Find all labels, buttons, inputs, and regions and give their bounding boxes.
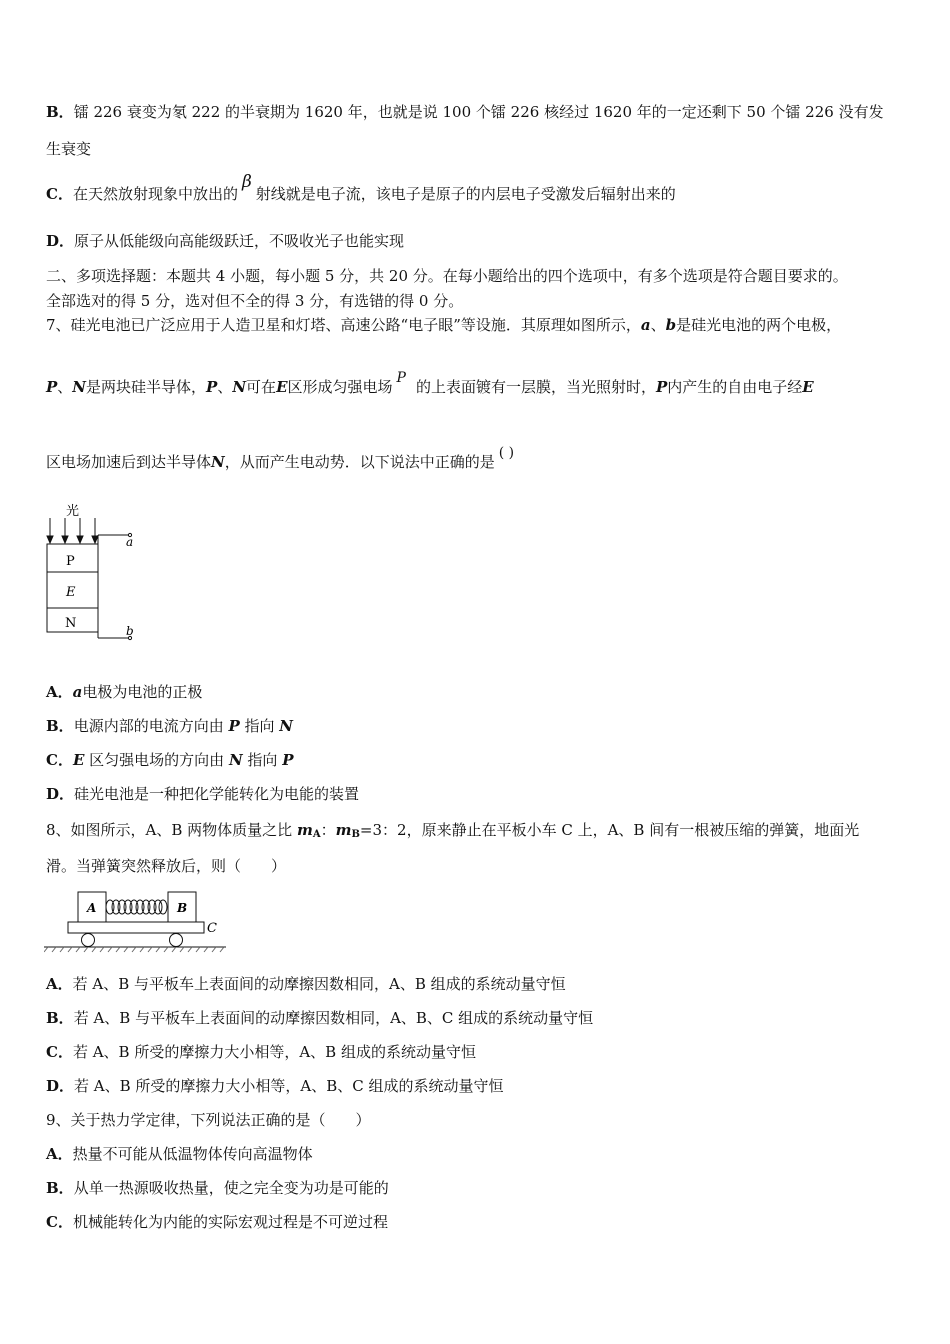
option-letter: B． <box>46 1009 74 1027</box>
ground-hatch <box>44 947 224 952</box>
option-text: 指向 <box>239 717 280 735</box>
electrode-b: b <box>665 316 677 334</box>
var-N: N <box>211 453 225 471</box>
q9-option-b <box>46 1178 389 1198</box>
var-N: N <box>228 751 243 769</box>
option-letter: D． <box>46 1077 75 1095</box>
var-N: N <box>72 378 87 396</box>
wheel <box>170 934 183 947</box>
option-letter: B． <box>46 717 74 735</box>
q7-option-a <box>46 682 202 702</box>
separator: 、 <box>217 378 233 396</box>
mass-B: m <box>335 821 352 839</box>
q9-option-c <box>46 1212 388 1232</box>
q7-text: 7、硅光电池已广泛应用于人造卫星和灯塔、高速公路“电子眼”等设施．其原理如图所示， <box>46 316 641 334</box>
block-B-label: B <box>177 901 188 915</box>
option-text: 生衰变 <box>46 140 92 158</box>
q9-stem: 9、关于热力学定律，下列说法正确的是（ ） <box>46 1111 371 1129</box>
q8-text: =3：2，原来静止在平板小车 C 上，A、B 间有一根被压缩的弹簧，地面光 <box>359 821 860 839</box>
mass-B-sub: B <box>351 829 360 840</box>
light-arrows <box>47 518 98 543</box>
var-P: P <box>206 378 218 396</box>
option-letter: B． <box>46 103 74 121</box>
silicon-cell-figure <box>40 498 150 648</box>
option-letter: C． <box>46 1213 73 1231</box>
wheel <box>82 934 95 947</box>
cart-figure <box>44 884 234 956</box>
layer-E-label: E <box>66 585 76 600</box>
option-text: 指向 <box>242 751 283 769</box>
option-text: 射线就是电子流，该电子是原子的内层电子受激发后辐射出来的 <box>255 185 676 203</box>
option-letter: C． <box>46 1043 73 1061</box>
option-text: 原子从低能级向高能级跃迁，不吸收光子也能实现 <box>74 232 405 250</box>
var-P: P <box>282 751 294 769</box>
option-text: 电源内部的电流方向由 <box>73 717 229 735</box>
var-N: N <box>232 378 247 396</box>
spring <box>106 900 167 914</box>
var-E: E <box>802 378 814 396</box>
option-letter: D． <box>46 232 75 250</box>
q8-option-c <box>46 1042 476 1062</box>
var-E: E <box>72 751 85 769</box>
q7-text: 的上表面镀有一层膜，当光照射时， <box>415 378 656 396</box>
block-A-label: A <box>87 901 97 915</box>
colon: ： <box>320 821 336 839</box>
q8-stem-line1 <box>46 820 859 845</box>
option-text: 在天然放射现象中放出的 <box>72 185 238 203</box>
q8-option-b <box>46 1008 593 1028</box>
q7-text: ，从而产生电动势．以下说法中正确的是 <box>224 453 495 471</box>
beta-symbol: β <box>241 172 252 192</box>
option-letter: D． <box>46 785 75 803</box>
var-E: E <box>276 378 288 396</box>
q6-option-b-line1 <box>46 102 884 122</box>
electrode-a: a <box>640 316 651 334</box>
answer-blank: ( ) <box>498 445 515 461</box>
option-text: 电极为电池的正极 <box>82 683 203 701</box>
option-text: 若 A、B 与平板车上表面间的动摩擦因数相同，A、B、C 组成的系统动量守恒 <box>73 1009 594 1027</box>
q8-stem-line2: 滑。当弹簧突然释放后，则（ ） <box>46 857 287 875</box>
var-a: a <box>72 683 83 701</box>
q7-text: 可在 <box>246 378 277 396</box>
q7-stem-line2 <box>46 370 814 398</box>
q7-option-c <box>46 750 293 770</box>
option-text: 若 A、B 所受的摩擦力大小相等，A、B 组成的系统动量守恒 <box>72 1043 476 1061</box>
option-letter: A． <box>46 683 73 701</box>
q6-option-b-line2 <box>46 139 91 159</box>
var-P: P <box>46 378 58 396</box>
option-text: 镭 226 衰变为氡 222 的半衰期为 1620 年，也就是说 100 个镭 226 核经过 1620 年的一定还剩下 50 个镭 226 没有发 <box>73 103 884 121</box>
mass-A-sub: A <box>312 829 321 840</box>
option-text: 机械能转化为内能的实际宏观过程是不可逆过程 <box>72 1213 388 1231</box>
q8-text: 8、如图所示，A、B 两物体质量之比 <box>46 821 297 839</box>
section2-line1: 二、多项选择题：本题共 4 小题，每小题 5 分，共 20 分。在每小题给出的四个选项中，有多个选项是符合题目要求的。 <box>46 267 848 285</box>
q7-option-b <box>46 716 293 736</box>
q7-stem-line1 <box>46 315 841 335</box>
q9-option-a <box>46 1144 313 1164</box>
q7-text: 是硅光电池的两个电极， <box>676 316 842 334</box>
var-P: P <box>228 717 240 735</box>
layer-P-label: P <box>66 554 75 569</box>
option-letter: A． <box>46 1145 73 1163</box>
option-text: 区匀强电场的方向由 <box>84 751 229 769</box>
option-text: 热量不可能从低温物体传向高温物体 <box>72 1145 313 1163</box>
separator: 、 <box>57 378 73 396</box>
option-text: 若 A、B 所受的摩擦力大小相等，A、B、C 组成的系统动量守恒 <box>74 1077 504 1095</box>
terminal-b-label: b <box>126 624 134 638</box>
cart-C-label: C <box>207 921 217 936</box>
option-text: 若 A、B 与平板车上表面间的动摩擦因数相同，A、B 组成的系统动量守恒 <box>72 975 566 993</box>
q6-option-c <box>46 172 676 204</box>
q7-text: 区电场加速后到达半导体 <box>46 453 212 471</box>
q8-option-a <box>46 974 566 994</box>
option-letter: A． <box>46 975 73 993</box>
P-symbol: P <box>396 370 406 386</box>
q7-text: 内产生的自由电子经 <box>667 378 803 396</box>
separator: 、 <box>650 316 666 334</box>
option-letter: C． <box>46 751 73 769</box>
q7-text: 是两块硅半导体， <box>86 378 207 396</box>
q6-option-d <box>46 231 404 251</box>
option-text: 硅光电池是一种把化学能转化为电能的装置 <box>74 785 360 803</box>
terminal-a-label: a <box>126 535 134 549</box>
var-N: N <box>279 717 294 735</box>
option-letter: B． <box>46 1179 74 1197</box>
q7-stem-line3 <box>46 445 515 473</box>
q7-option-d <box>46 784 359 804</box>
layer-N-label: N <box>65 616 77 631</box>
q7-text: 区形成匀强电场 <box>287 378 393 396</box>
light-label: 光 <box>66 504 80 519</box>
option-letter: C． <box>46 185 73 203</box>
section2-line2: 全部选对的得 5 分，选对但不全的得 3 分，有选错的得 0 分。 <box>46 292 464 310</box>
cart-platform <box>68 922 204 933</box>
var-P: P <box>655 378 668 396</box>
option-text: 从单一热源吸收热量，使之完全变为功是可能的 <box>73 1179 389 1197</box>
mass-A: m <box>296 821 313 839</box>
q8-option-d <box>46 1076 504 1096</box>
